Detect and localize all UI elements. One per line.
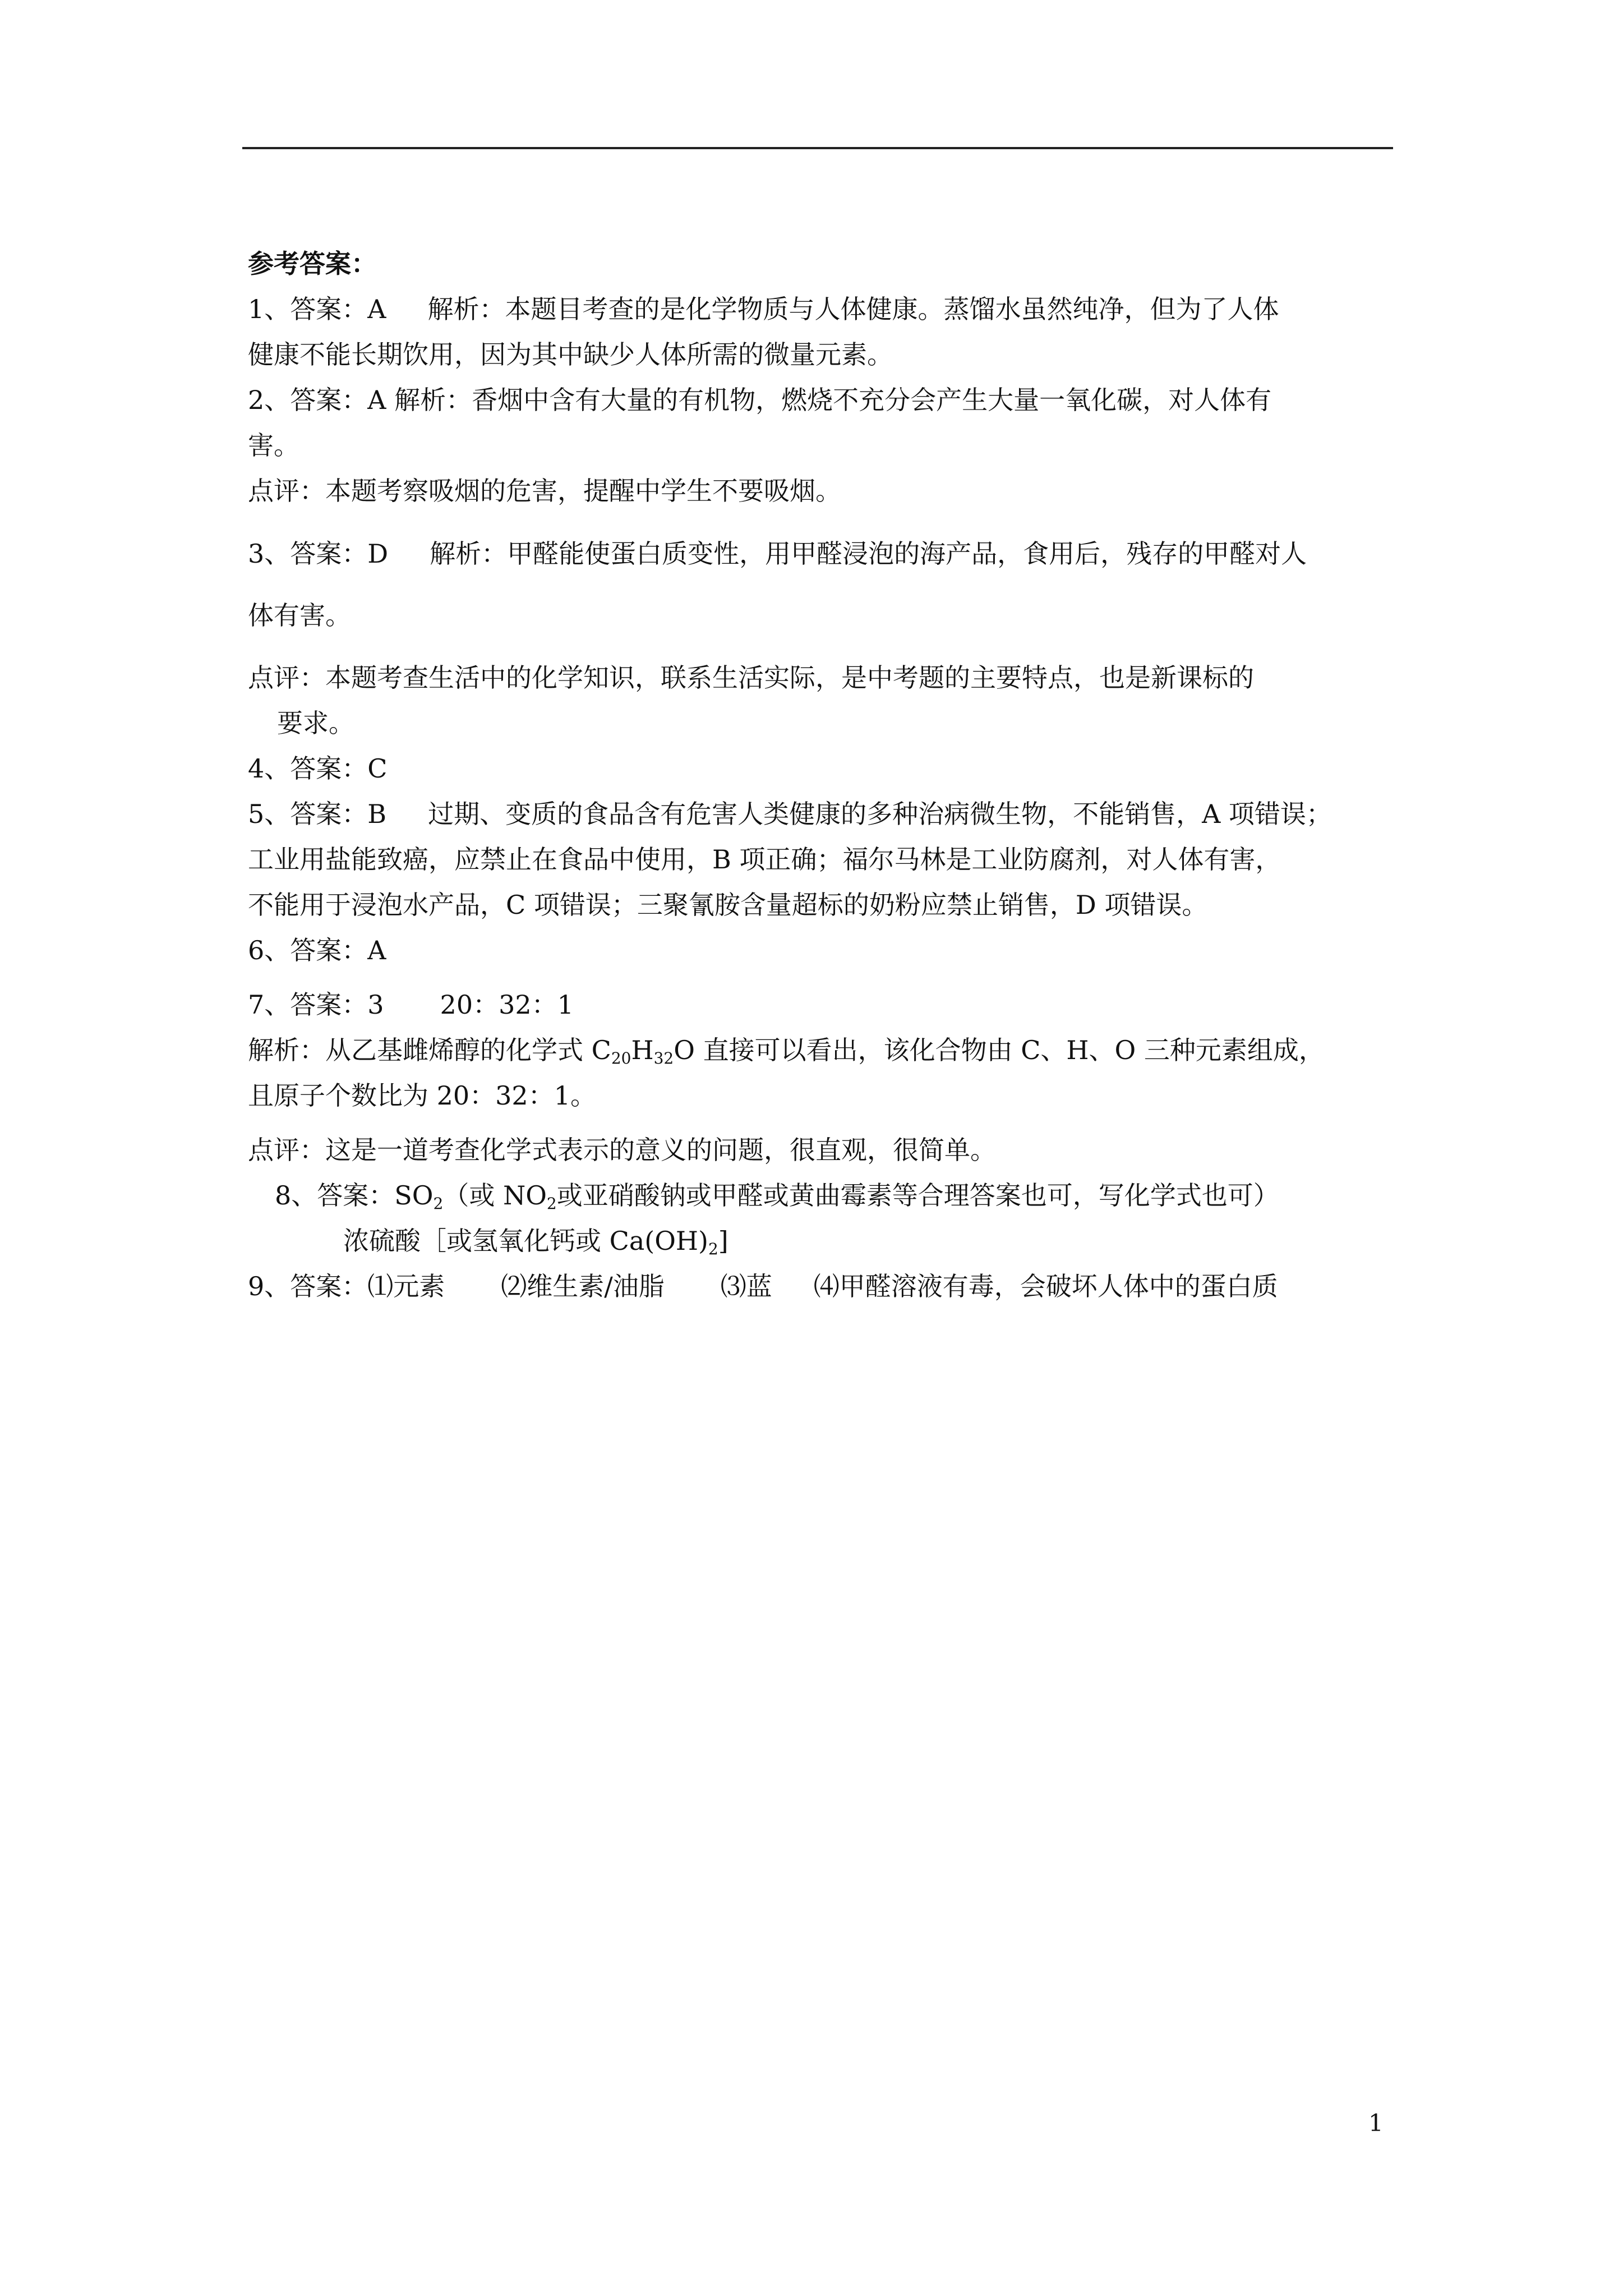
header-rule	[242, 147, 1393, 149]
answer-8-text-mid: （或 NO	[443, 1180, 547, 1211]
answer-3-label: 3、答案：D	[248, 539, 389, 569]
answer-7	[248, 982, 1398, 1028]
answer-8	[248, 1173, 1398, 1218]
answer-5-label: 5、答案：B	[248, 799, 387, 829]
answer-7-analysis-cont: 且原子个数比为 20：32：1。	[248, 1080, 596, 1111]
answer-8-line2	[248, 1218, 1398, 1264]
answer-3-comment-text: 点评：本题考查生活中的化学知识，联系生活实际，是中考题的主要特点，也是新课标的	[248, 662, 1254, 693]
answer-3-text: 解析：甲醛能使蛋白质变性，用甲醛浸泡的海产品，食用后，残存的甲醛对人	[430, 539, 1307, 569]
subscript-caoh2: 2	[708, 1240, 718, 1258]
answer-8-line2-close: ]	[718, 1226, 728, 1256]
subscript-no2: 2	[546, 1194, 557, 1213]
answer-9	[248, 1264, 1398, 1309]
answer-8-text-post: 或亚硝酸钠或甲醛或黄曲霉素等合理答案也可，写化学式也可）	[556, 1180, 1279, 1211]
subscript-32: 32	[653, 1049, 674, 1068]
answer-6: 6、答案：A	[248, 935, 386, 965]
answer-3-text-cont: 体有害。	[248, 600, 351, 631]
answer-1-text-cont: 健康不能长期饮用，因为其中缺少人体所需的微量元素。	[248, 339, 893, 370]
answer-5-text-cont1: 工业用盐能致癌，应禁止在食品中使用，B 项正确；福尔马林是工业防腐剂，对人体有害，	[248, 844, 1281, 875]
subscript-so2: 2	[433, 1194, 444, 1213]
answer-1-label: 1、答案：A	[248, 294, 386, 324]
answer-2-comment: 点评：本题考察吸烟的危害，提醒中学生不要吸烟。	[248, 476, 841, 506]
answer-5-text-cont2: 不能用于浸泡水产品，C 项错误；三聚氰胺含量超标的奶粉应禁止销售，D 项错误。	[248, 890, 1208, 920]
answer-7-analysis-text: 解析：从乙基雌烯醇的化学式 C	[248, 1035, 611, 1065]
answer-5-text: 过期、变质的食品含有危害人类健康的多种治病微生物，不能销售，A 项错误；	[428, 799, 1332, 829]
answer-9-part1: 9、答案：⑴元素	[248, 1271, 445, 1301]
answer-2-text-cont: 害。	[248, 430, 299, 461]
answer-8-text: 8、答案：SO	[275, 1180, 434, 1211]
answer-3-comment	[248, 655, 1398, 746]
section-heading: 参考答案：	[248, 249, 377, 279]
formula-h: H	[631, 1035, 654, 1065]
answer-7-ratio: 20：32：1	[440, 990, 574, 1020]
answer-2	[248, 378, 1398, 468]
page-number: 1	[1368, 2109, 1384, 2137]
answer-7-label: 7、答案：3	[248, 990, 384, 1020]
answer-2-text: 2、答案：A 解析：香烟中含有大量的有机物，燃烧不充分会产生大量一氧化碳，对人体有	[248, 385, 1272, 415]
answer-1-text: 解析：本题目考查的是化学物质与人体健康。蒸馏水虽然纯净，但为了人体	[427, 294, 1279, 324]
answer-4: 4、答案：C	[248, 753, 388, 784]
answer-content	[248, 241, 1398, 1309]
answer-9-part4: ⑷甲醛溶液有毒，会破坏人体中的蛋白质	[813, 1271, 1278, 1301]
answer-3-comment-cont: 要求。	[277, 708, 354, 738]
answer-5	[248, 792, 1398, 928]
answer-7-analysis-rest: O 直接可以看出，该化合物由 C、H、O 三种元素组成，	[674, 1035, 1325, 1065]
answer-7-comment: 点评：这是一道考查化学式表示的意义的问题，很直观，很简单。	[248, 1135, 996, 1165]
answer-7-analysis	[248, 1028, 1398, 1119]
answer-8-line2-text: 浓硫酸［或氢氧化钙或 Ca(OH)	[343, 1226, 708, 1256]
subscript-20: 20	[611, 1049, 631, 1068]
answer-9-part2: ⑵维生素/油脂	[501, 1271, 665, 1301]
answer-9-part3: ⑶蓝	[720, 1271, 772, 1301]
answer-3	[248, 523, 1398, 646]
answer-1	[248, 287, 1398, 378]
